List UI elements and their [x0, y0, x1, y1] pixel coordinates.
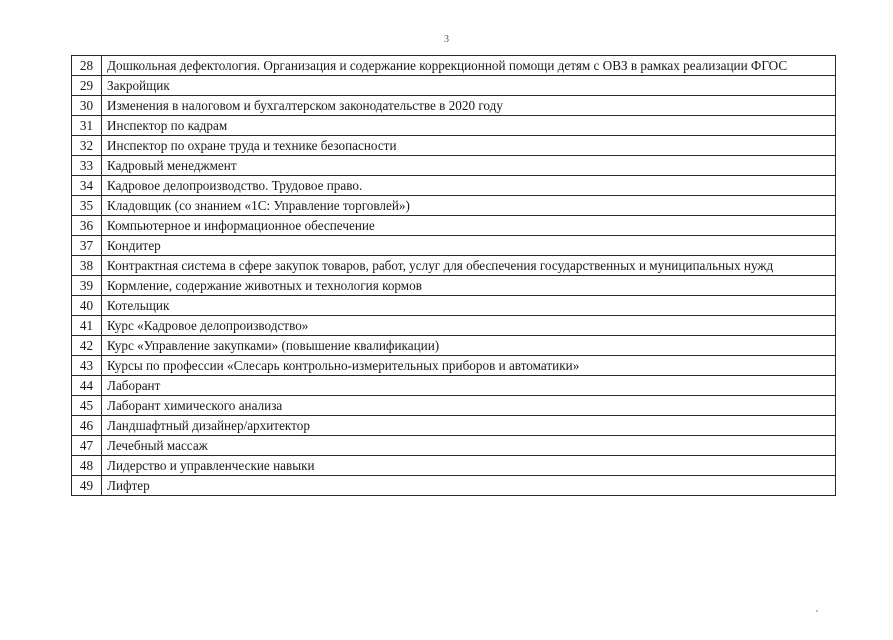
course-title: Курс «Кадровое делопроизводство»	[102, 316, 836, 336]
table-row	[72, 236, 836, 256]
course-title: Изменения в налоговом и бухгалтерском законодательстве в 2020 году	[102, 96, 836, 116]
table-row	[72, 316, 836, 336]
row-number: 42	[72, 336, 102, 356]
row-number: 35	[72, 196, 102, 216]
course-title: Курсы по профессии «Слесарь контрольно-измерительных приборов и автоматики»	[102, 356, 836, 376]
row-number: 38	[72, 256, 102, 276]
table-row	[72, 136, 836, 156]
course-title: Курс «Управление закупками» (повышение квалификации)	[102, 336, 836, 356]
course-title: Инспектор по охране труда и технике безопасности	[102, 136, 836, 156]
row-number: 48	[72, 456, 102, 476]
course-title: Лаборант химического анализа	[102, 396, 836, 416]
row-number: 47	[72, 436, 102, 456]
course-title: Лаборант	[102, 376, 836, 396]
course-title: Кадровое делопроизводство. Трудовое право.	[102, 176, 836, 196]
page-number: 3	[444, 34, 449, 45]
row-number: 37	[72, 236, 102, 256]
course-table-body	[72, 56, 836, 496]
row-number: 31	[72, 116, 102, 136]
table-row	[72, 116, 836, 136]
table-row	[72, 476, 836, 496]
table-row	[72, 56, 836, 76]
table-row	[72, 196, 836, 216]
table-row	[72, 416, 836, 436]
table-row	[72, 376, 836, 396]
table-row	[72, 456, 836, 476]
row-number: 30	[72, 96, 102, 116]
course-title: Контрактная система в сфере закупок товаров, работ, услуг для обеспечения государственных и муниципальных нужд	[102, 256, 836, 276]
scan-speck	[816, 610, 818, 612]
row-number: 41	[72, 316, 102, 336]
row-number: 29	[72, 76, 102, 96]
row-number: 39	[72, 276, 102, 296]
row-number: 43	[72, 356, 102, 376]
row-number: 46	[72, 416, 102, 436]
course-title: Лифтер	[102, 476, 836, 496]
course-title: Дошкольная дефектология. Организация и содержание коррекционной помощи детям с ОВЗ в рамках реализации ФГОС	[102, 56, 836, 76]
table-row	[72, 276, 836, 296]
course-title: Ландшафтный дизайнер/архитектор	[102, 416, 836, 436]
row-number: 32	[72, 136, 102, 156]
course-title: Кондитер	[102, 236, 836, 256]
course-title: Лидерство и управленческие навыки	[102, 456, 836, 476]
row-number: 36	[72, 216, 102, 236]
course-title: Инспектор по кадрам	[102, 116, 836, 136]
course-title: Компьютерное и информационное обеспечение	[102, 216, 836, 236]
table-row	[72, 256, 836, 276]
course-table	[71, 55, 836, 496]
table-row	[72, 176, 836, 196]
row-number: 44	[72, 376, 102, 396]
table-row	[72, 336, 836, 356]
table-row	[72, 96, 836, 116]
table-row	[72, 356, 836, 376]
row-number: 33	[72, 156, 102, 176]
table-row	[72, 216, 836, 236]
table-row	[72, 296, 836, 316]
course-title: Кладовщик (со знанием «1С: Управление торговлей»)	[102, 196, 836, 216]
table-row	[72, 156, 836, 176]
row-number: 40	[72, 296, 102, 316]
row-number: 49	[72, 476, 102, 496]
table-row	[72, 436, 836, 456]
course-title: Кадровый менеджмент	[102, 156, 836, 176]
row-number: 45	[72, 396, 102, 416]
row-number: 34	[72, 176, 102, 196]
course-title: Закройщик	[102, 76, 836, 96]
row-number: 28	[72, 56, 102, 76]
course-title: Кормление, содержание животных и технология кормов	[102, 276, 836, 296]
table-row	[72, 396, 836, 416]
course-title: Котельщик	[102, 296, 836, 316]
course-title: Лечебный массаж	[102, 436, 836, 456]
table-row	[72, 76, 836, 96]
